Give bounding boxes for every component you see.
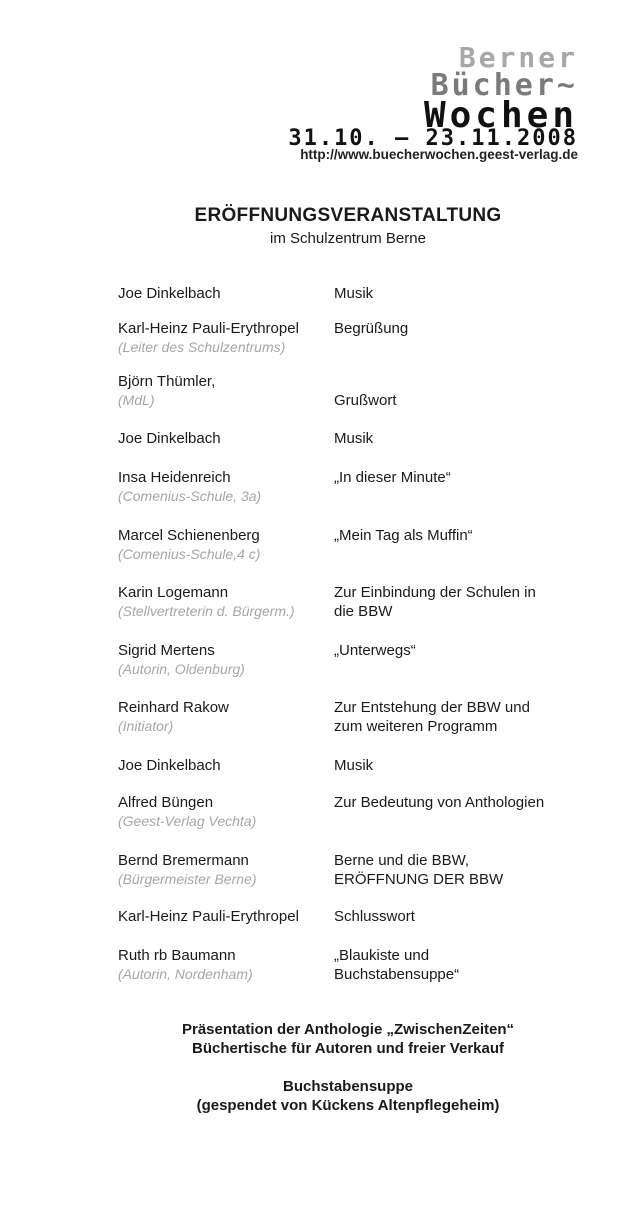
performer-name: Reinhard Rakow	[118, 699, 229, 716]
performer-name: Karin Logemann	[118, 584, 229, 601]
program-item-cell	[334, 468, 588, 505]
program-row	[118, 468, 588, 505]
program-item-cell	[334, 526, 588, 563]
program-item-cell	[334, 907, 588, 926]
program-item-text	[334, 372, 588, 391]
event-url: http://www.buecherwochen.geest-verlag.de	[300, 147, 578, 162]
performer-cell	[118, 468, 334, 505]
program-row	[118, 756, 588, 775]
performer-name: Karl-Heinz Pauli-Erythropel	[118, 908, 299, 925]
program-item-text: Begrüßung	[334, 320, 409, 337]
performer-cell	[118, 319, 334, 356]
footer-notes	[0, 1020, 640, 1115]
performer-cell	[118, 429, 334, 448]
program-row	[118, 793, 588, 830]
program-item-cell	[334, 429, 588, 448]
program-item-text: Zur Entstehung der BBW und	[334, 699, 530, 716]
performer-role: (Comenius-Schule, 3a)	[118, 488, 262, 504]
performer-role: (Autorin, Nordenham)	[118, 966, 253, 982]
performer-name: Insa Heidenreich	[118, 469, 231, 486]
performer-role: (Comenius-Schule,4 c)	[118, 546, 261, 562]
performer-cell	[118, 284, 334, 303]
program-item-text: Musik	[334, 430, 374, 447]
program-row	[118, 907, 588, 926]
page-title: ERÖFFNUNGSVERANSTALTUNG	[194, 205, 502, 226]
program-item-text: „Mein Tag als Muffin“	[334, 527, 473, 544]
program-row	[118, 641, 588, 678]
performer-role: (Bürgermeister Berne)	[118, 871, 257, 887]
performer-role: (Geest-Verlag Vechta)	[118, 813, 257, 829]
program-item-text: Zur Einbindung der Schulen in	[334, 584, 536, 601]
program-item-text: zum weiteren Programm	[334, 718, 498, 735]
performer-name: Alfred Büngen	[118, 794, 214, 811]
program-item-text: Schlusswort	[334, 908, 415, 925]
footer-line-booktables: Büchertische für Autoren und freier Verkauf	[191, 1040, 504, 1057]
performer-role: (Stellvertreterin d. Bürgerm.)	[118, 603, 295, 619]
performer-cell	[118, 526, 334, 563]
program-row	[118, 319, 588, 356]
program-item-cell	[334, 284, 588, 303]
program-row	[118, 698, 588, 736]
program-row	[118, 526, 588, 563]
program-item-text: „Unterwegs“	[334, 642, 416, 659]
event-logo	[288, 41, 578, 151]
program-item-text: Zur Bedeutung von Anthologien	[334, 794, 545, 811]
program-row	[118, 429, 588, 448]
program-item-text: Musik	[334, 285, 374, 302]
program-item-cell	[334, 698, 588, 736]
program-row	[118, 583, 588, 621]
footer-line-presentation: Präsentation der Anthologie „ZwischenZeiten“	[182, 1021, 514, 1038]
performer-cell	[118, 372, 334, 410]
program-item-cell	[334, 372, 588, 410]
performer-role: (MdL)	[118, 392, 155, 408]
footer-line-soup: Buchstabensuppe	[282, 1078, 414, 1095]
performer-cell	[118, 641, 334, 678]
program-row	[118, 284, 588, 303]
performer-cell	[118, 851, 334, 889]
footer-line-donor: (gespendet von Kückens Altenpflegeheim)	[196, 1097, 500, 1114]
program-item-text: Grußwort	[334, 392, 397, 409]
program-item-cell	[334, 946, 588, 984]
performer-name: Karl-Heinz Pauli-Erythropel	[118, 320, 299, 337]
program-item-cell	[334, 851, 588, 889]
performer-role: (Autorin, Oldenburg)	[118, 661, 245, 677]
performer-cell	[118, 583, 334, 621]
program-item-text: die BBW	[334, 603, 393, 620]
program-item-text: Berne und die BBW,	[334, 852, 470, 869]
program-row	[118, 851, 588, 889]
program-item-text: Buchstabensuppe“	[334, 966, 460, 983]
program-item-text: „Blaukiste und	[334, 947, 430, 964]
program-item-cell	[334, 641, 588, 678]
performer-name: Marcel Schienenberg	[118, 527, 260, 544]
program-item-cell	[334, 319, 588, 356]
performer-name: Sigrid Mertens	[118, 642, 215, 659]
logo-line-berner: Berner	[458, 41, 578, 74]
program-item-cell	[334, 583, 588, 621]
performer-cell	[118, 907, 334, 926]
footer-spacer	[0, 1058, 640, 1077]
performer-cell	[118, 793, 334, 830]
program-item-cell	[334, 756, 588, 775]
performer-cell	[118, 698, 334, 736]
performer-name: Joe Dinkelbach	[118, 430, 221, 447]
program-item-text: „In dieser Minute“	[334, 469, 451, 486]
logo-line-wochen: Wochen	[423, 95, 578, 136]
logo-line-buecher: Bücher~	[430, 68, 578, 103]
program-item-text: ERÖFFNUNG DER BBW	[334, 871, 504, 888]
page-subtitle: im Schulzentrum Berne	[270, 230, 426, 247]
performer-name: Ruth rb Baumann	[118, 947, 236, 964]
performer-name: Joe Dinkelbach	[118, 757, 221, 774]
performer-cell	[118, 946, 334, 984]
performer-name: Bernd Bremermann	[118, 852, 249, 869]
performer-cell	[118, 756, 334, 775]
program-item-text: Musik	[334, 757, 374, 774]
performer-name: Joe Dinkelbach	[118, 285, 221, 302]
event-dates: 31.10. — 23.11.2008	[288, 126, 578, 151]
performer-role: (Initiator)	[118, 718, 174, 734]
performer-name: Björn Thümler,	[118, 373, 216, 390]
program-item-cell	[334, 793, 588, 830]
program-row	[118, 946, 588, 984]
program-row	[118, 372, 588, 410]
performer-role: (Leiter des Schulzentrums)	[118, 339, 286, 355]
program-list	[118, 284, 588, 984]
